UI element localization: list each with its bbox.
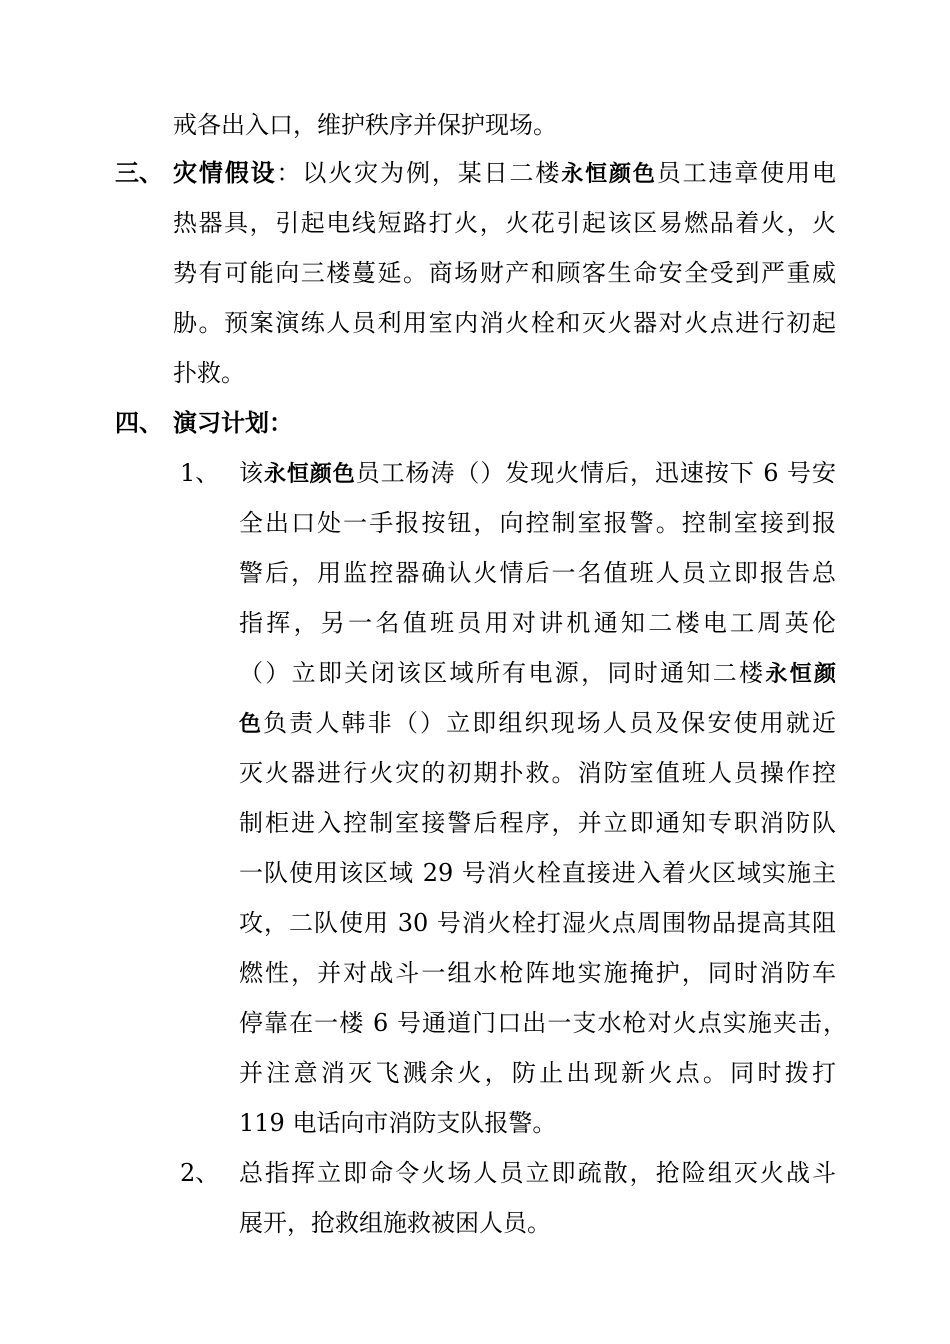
- section-3-text-a: 以火灾为例，某日二楼: [302, 159, 562, 187]
- item-1-text-c: （）立即关闭该区域所有电源，同时通知二楼: [239, 659, 766, 687]
- section-3-text-b: 员工违章使用电: [656, 159, 837, 187]
- item-2-number: 2、: [180, 1159, 220, 1187]
- brand-name: 永恒颜色: [561, 162, 657, 187]
- item-1-line-1: [239, 458, 836, 488]
- section-3-heading: 灾情假设: [173, 158, 277, 187]
- item-2-line-1: 总指挥立即命令火场人员立即疏散，抢险组灭火战斗: [239, 1159, 836, 1187]
- brand-name-part: 色: [239, 712, 264, 737]
- item-1-text-d: 负责人韩非（）立即组织现场人员及保安使用就近: [263, 709, 836, 737]
- continuation-text: 戒各出入口，维护秩序并保护现场。: [173, 111, 557, 139]
- section-3-line-1: [173, 158, 836, 188]
- item-1-line-9: 一队使用该区域 29 号消火栓直接进入着火区域实施主: [239, 859, 836, 887]
- item-1-line-12: 停靠在一楼 6 号通道门口出一支水枪对火点实施夹击，: [239, 1009, 847, 1037]
- item-1-line-8: 制柜进入控制室接警后程序，并立即通知专职消防队: [239, 809, 836, 837]
- section-4-heading: 演习计划：: [173, 408, 293, 437]
- section-3-line-3: 势有可能向三楼蔓延。商场财产和顾客生命安全受到严重威: [173, 259, 836, 287]
- item-1-line-6: [239, 708, 836, 738]
- section-3-line-4: 胁。预案演练人员利用室内消火栓和灭火器对火点进行初起: [173, 309, 836, 337]
- item-1-text-b: 员工杨涛（）发现火情后，迅速按下 6 号安: [355, 459, 836, 487]
- item-1-line-3: 警后，用监控器确认火情后一名值班人员立即报告总: [239, 559, 836, 587]
- section-3-line-2: 热器具，引起电线短路打火，火花引起该区易燃品着火，火: [173, 209, 836, 237]
- section-3-line-5: 扑救。: [173, 359, 245, 387]
- brand-name-part: 永恒颜: [765, 662, 836, 687]
- item-1-line-10: 攻，二队使用 30 号消火栓打湿火点周围物品提高其阻: [239, 909, 836, 937]
- item-1-line-13: 并注意消灭飞溅余火，防止出现新火点。同时拨打: [239, 1059, 836, 1087]
- item-1-line-2: 全出口处一手报按钮，向控制室报警。控制室接到报: [239, 509, 836, 537]
- section-3-number: 三、: [115, 158, 163, 187]
- item-2-line-2: 展开，抢救组施救被困人员。: [239, 1209, 551, 1237]
- section-3-colon: ：: [276, 159, 303, 187]
- brand-name: 永恒颜色: [263, 462, 356, 487]
- item-1-line-4: 指挥，另一名值班员用对讲机通知二楼电工周英伦: [239, 609, 836, 637]
- item-1-line-14: 119 电话向市消防支队报警。: [239, 1109, 557, 1137]
- item-1-line-11: 燃性，并对战斗一组水枪阵地实施掩护，同时消防车: [239, 959, 836, 987]
- section-4-number: 四、: [115, 408, 163, 437]
- item-1-text-a: 该: [239, 459, 264, 487]
- item-1-line-5: [239, 658, 836, 688]
- item-1-line-7: 灭火器进行火灾的初期扑救。消防室值班人员操作控: [239, 759, 836, 787]
- item-1-number: 1、: [180, 459, 220, 487]
